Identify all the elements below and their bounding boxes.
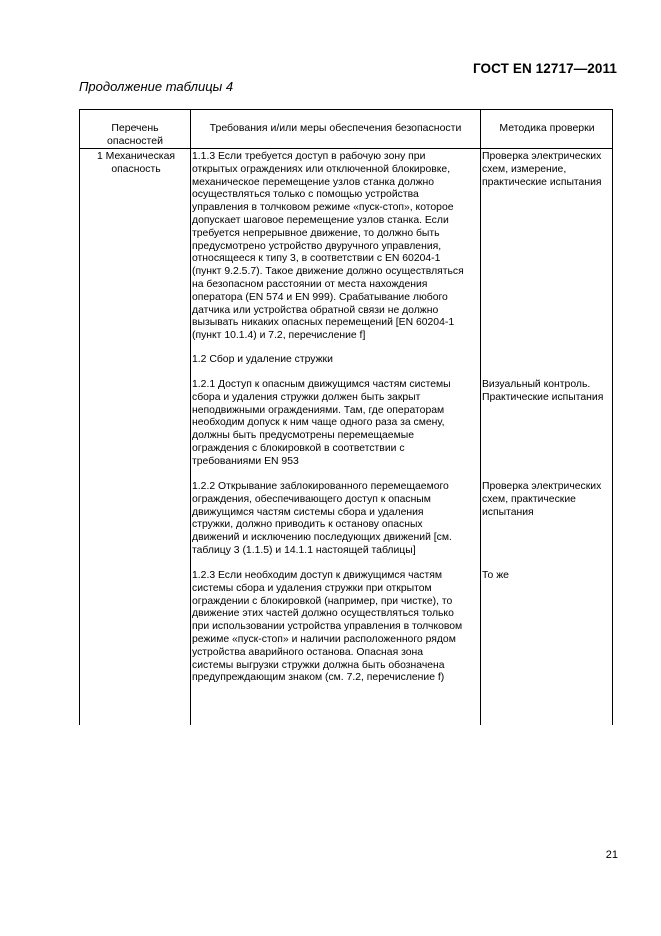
document-code: ГОСТ EN 12717—2011: [472, 61, 617, 76]
method-1-2-2: Проверка электрических схем, практические испытания: [482, 481, 602, 518]
hazard-cell: 1 Механическая опасность: [97, 151, 175, 175]
requirement-1-2: 1.2 Сбор и удаление стружки: [192, 354, 333, 365]
requirement-1-2-2: 1.2.2 Открывание заблокированного перемещаемого ограждения, обеспечивающего доступ к опасным движущимся частям системы сбора и удаления стружки, должно приводить к останову опасных движений и исключению последующих движений [см. таблицу 3 (1.1.5) и 14.1.1 настоящей таблицы]: [192, 481, 452, 556]
method-1-2-3: То же: [482, 570, 509, 581]
requirements-table: [79, 109, 613, 725]
page-number: 21: [605, 849, 618, 861]
requirement-1-2-1: 1.2.1 Доступ к опасным движущимся частям системы сбора и удаления стружки должен быть закрыт неподвижными ограждениями. Там, где операторам необходим допуск к ним чаще одного раза за смену, должны быть предусмотрены перемещаемые ограждения с блокировкой в соответствии с требованиями EN 953: [192, 379, 451, 467]
header-requirements: Требования и/или меры обеспечения безопасности: [209, 122, 462, 134]
method-1-1-3: Проверка электрических схем, измерение, практические испытания: [482, 151, 602, 188]
method-1-2-1: Визуальный контроль. Практические испытания: [482, 379, 604, 403]
requirement-1-2-3: 1.2.3 Если необходим доступ к движущимся частям системы сбора и удаления стружки при открытом ограждении с блокировкой (например, при чистке), то движение этих частей должно осуществляться только при использовании устройства управления в толчковом режиме «пуск-стоп» и наличии расположенного рядом устройства аварийного останова. Опасная зона системы выгрузки стружки должна быть обозначена предупреждающим знаком (см. 7.2, перечисление f): [192, 570, 463, 684]
header-hazard-list: Перечень опасностей: [107, 122, 163, 147]
table-caption: Продолжение таблицы 4: [79, 79, 234, 94]
requirement-1-1-3: 1.1.3 Если требуется доступ в рабочую зону при открытых ограждениях или отключенной блокировке, механическое перемещение узлов станка должно осуществляться только с помощью устройства управления в толчковом режиме «пуск-стоп», которое допускает шаговое перемещение узлов станка. Если требуется непрерывное движение, то должно быть предусмотрено устройство двуручного управления, относящееся к типу 3, в соответствии с EN 60204-1 (пункт 9.2.5.7). Такое движение должно осуществляться на безопасном расстоянии от места нахождения оператора (EN 574 и EN 999). Срабатывание любого датчика или устройства обратной связи не должно вызывать никаких опасных перемещений [EN 60204-1 (пункт 10.1.4) и 7.2, перечисление f]: [192, 151, 464, 342]
column-divider: [190, 110, 191, 725]
header-divider: [80, 148, 612, 149]
header-method: Методика проверки: [499, 122, 595, 134]
